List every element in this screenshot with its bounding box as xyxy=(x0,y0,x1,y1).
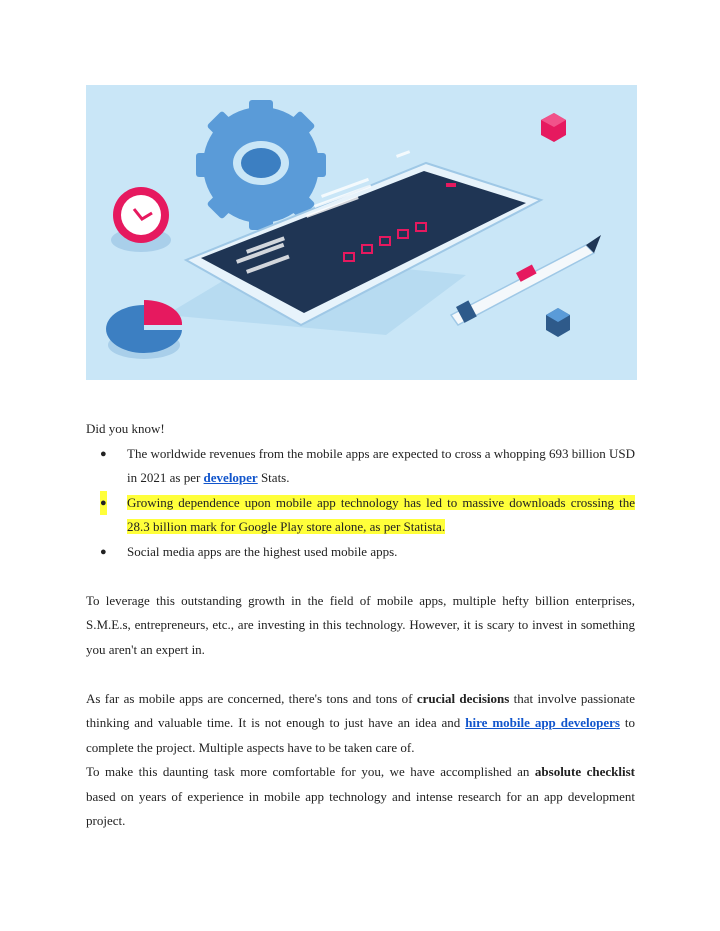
list-item xyxy=(100,442,635,491)
bullet-text-highlighted: Growing dependence upon mobile app technology has led to massive downloads crossing the 28.3 billion mark for Google Play store alone, as per Statista. xyxy=(127,494,635,534)
intro-text: Did you know! xyxy=(86,421,165,436)
paragraph-2-text-b: that involve passionate thinking and valuable time. It is not enough to just have an idea and xyxy=(86,690,635,730)
pie-chart-icon xyxy=(106,300,182,359)
paragraph-3-text-b: based on years of experience in mobile app technology and intense research for an app development project. xyxy=(86,788,635,828)
mobile-app-development-icon xyxy=(86,85,637,380)
list-item xyxy=(100,491,635,540)
pen-icon xyxy=(451,235,601,325)
bullet-icon: ● xyxy=(100,447,107,460)
bullet-icon: ● xyxy=(100,545,107,558)
bullet-text-1b: Stats. xyxy=(257,470,290,485)
developer-link[interactable]: developer xyxy=(203,470,258,485)
absolute-checklist-bold: absolute checklist xyxy=(534,764,635,779)
paragraph-3 xyxy=(86,760,635,834)
bullet-text-1a: The worldwide revenues from the mobile apps are expected to cross a whopping 693 billion USD in 2021 as per xyxy=(127,445,635,485)
crucial-decisions-bold: crucial decisions xyxy=(416,690,510,706)
article-body xyxy=(86,417,635,834)
cube-icon xyxy=(541,113,570,337)
list-item xyxy=(100,540,635,565)
bullet-text-3: Social media apps are the highest used mobile apps. xyxy=(127,543,398,559)
hire-mobile-app-developers-link[interactable]: hire mobile app developers xyxy=(465,715,620,730)
hero-illustration xyxy=(86,85,637,380)
paragraph-3-text-a: To make this daunting task more comfortable for you, we have accomplished an xyxy=(86,764,535,779)
bullet-icon: ● xyxy=(100,491,107,516)
stats-list xyxy=(86,442,635,565)
clock-icon xyxy=(111,187,171,252)
paragraph-2-text-a: As far as mobile apps are concerned, there's tons and tons of xyxy=(86,690,417,706)
paragraph-2-text-c: to complete the project. Multiple aspects have to be taken care of. xyxy=(86,715,635,755)
paragraph-2 xyxy=(86,687,635,761)
paragraph-1: To leverage this outstanding growth in the field of mobile apps, multiple hefty billion enterprises, S.M.E.s, entrepreneurs, etc., are investing in this technology. However, it is scary to invest in something you aren't an expert in. xyxy=(86,592,635,657)
